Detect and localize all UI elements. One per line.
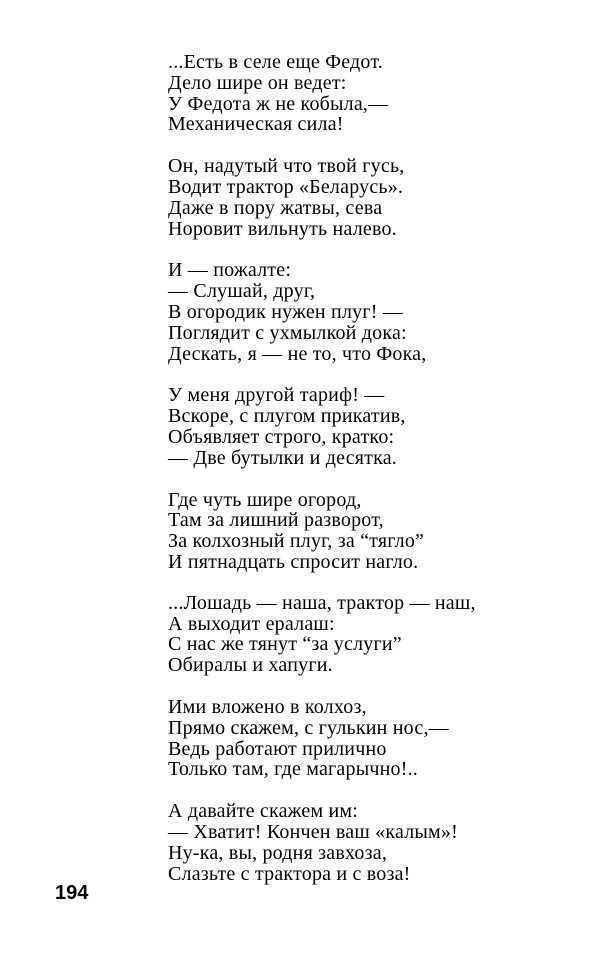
poem-line: Прямо скажем, с гулькин нос,—: [168, 716, 449, 739]
stanza-break: [168, 364, 588, 385]
stanza: [168, 593, 588, 676]
poem-line: Дескать, я — не то, что Фока,: [168, 342, 427, 365]
poem-line: И пятнадцать спросит нагло.: [168, 550, 419, 573]
poem-line: А выходит ералаш:: [168, 612, 335, 635]
poem-line: Водит трактор «Беларусь».: [168, 175, 404, 198]
poem-text: [168, 52, 588, 884]
poem-line: Поглядит с ухмылкой дока:: [168, 321, 407, 344]
poem-line: Механическая сила!: [168, 113, 344, 136]
stanza: [168, 260, 588, 364]
stanza-break: [168, 239, 588, 260]
poem-line: У меня другой тариф! —: [168, 384, 385, 407]
poem-line: Норовит вильнуть налево.: [168, 217, 397, 240]
stanza: [168, 801, 588, 884]
stanza: [168, 156, 588, 239]
poem-line: Он, надутый что твой гусь,: [168, 155, 405, 178]
stanza: [168, 52, 588, 135]
poem-line: Даже в пору жатвы, сева: [168, 196, 383, 219]
poem-line: Только там, где магарычно!..: [168, 758, 418, 781]
poem-line: За колхозный плуг, за “тягло”: [168, 530, 425, 553]
stanza-break: [168, 135, 588, 156]
poem-line: — Слушай, друг,: [168, 280, 316, 303]
poem-line: — Две бутылки и десятка.: [168, 446, 397, 469]
poem-line: С нас же тянут “за услуги”: [168, 633, 402, 656]
poem-line: ...Лошадь — наша, трактор — наш,: [168, 591, 476, 614]
poem-line: ...Есть в селе еще Федот.: [168, 51, 383, 73]
poem-line: Слазьте с трактора и с воза!: [168, 862, 411, 885]
stanza-break: [168, 780, 588, 801]
stanza-break: [168, 469, 588, 490]
poem-line: Где чуть шире огород,: [168, 488, 362, 511]
stanza-break: [168, 573, 588, 593]
poem-line: В огородик нужен плуг! —: [168, 300, 403, 323]
poem-line: Ведь работают прилично: [168, 737, 387, 760]
poem-line: Ими вложено в колхоз,: [168, 695, 367, 718]
poem-line: Обиралы и хапуги.: [168, 654, 333, 677]
stanza: [168, 490, 588, 573]
page-number: 194: [55, 882, 89, 904]
poem-line: А давайте скажем им:: [168, 800, 359, 823]
poem-line: Ну-ка, вы, родня завхоза,: [168, 841, 388, 864]
poem-line: — Хватит! Кончен ваш «калым»!: [168, 820, 458, 843]
poem-line: Вскоре, с плугом прикатив,: [168, 405, 406, 428]
poem-line: Там за лишний разворот,: [168, 509, 384, 532]
poem-line: У Федота ж не кобыла,—: [168, 92, 389, 115]
poem-line: Объявляет строго, кратко:: [168, 425, 395, 448]
poem-line: И — пожалте:: [168, 259, 292, 282]
poem-line: Дело шире он ведет:: [168, 71, 347, 94]
stanza: [168, 385, 588, 468]
stanza: [168, 697, 588, 780]
stanza-break: [168, 676, 588, 697]
